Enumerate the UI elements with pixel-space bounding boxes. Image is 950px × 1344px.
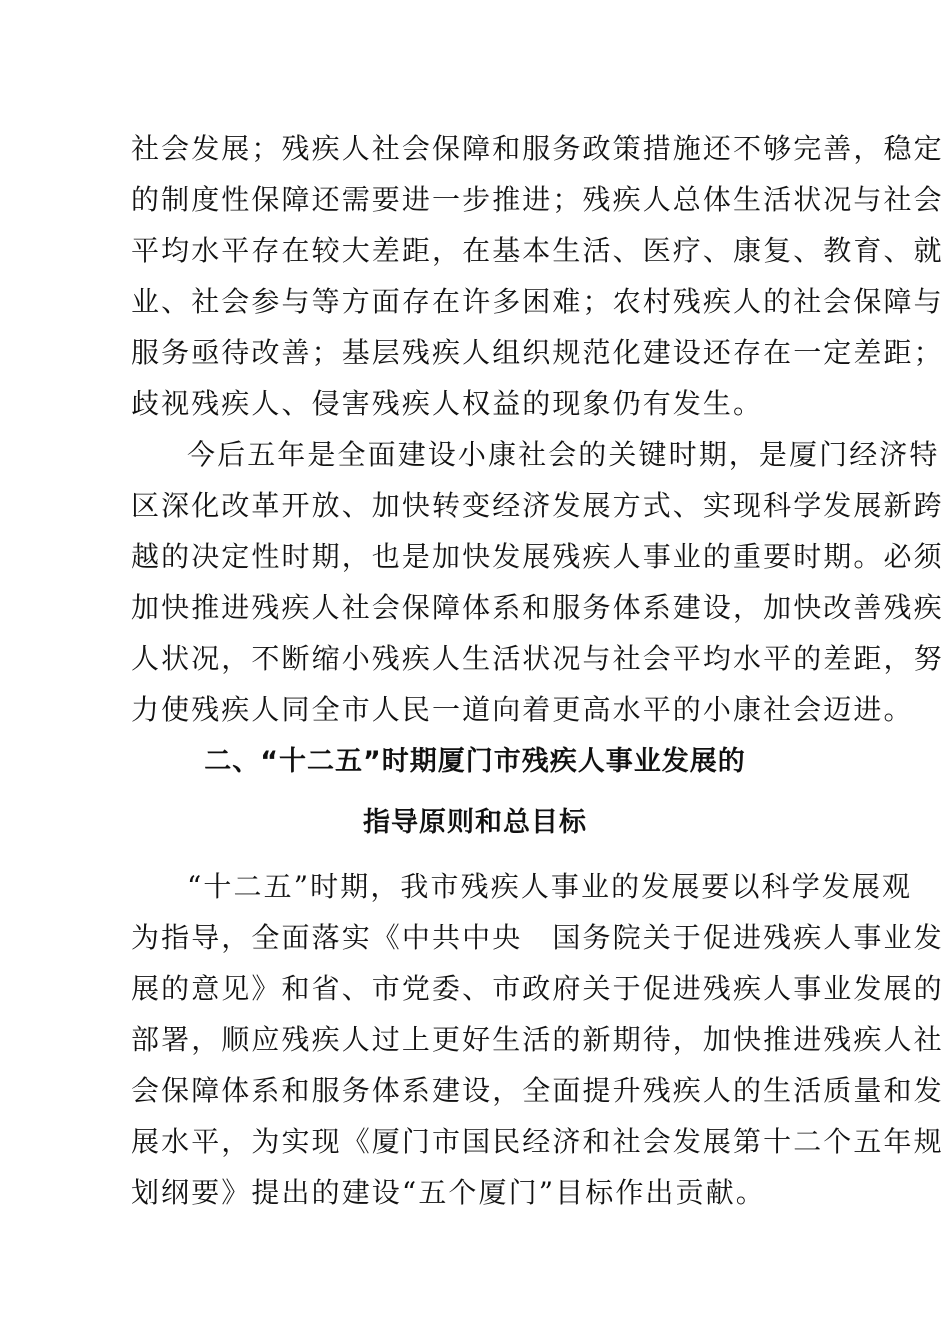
paragraph-2-line-6: 力使残疾人同全市人民一道向着更高水平的小康社会迈进。 — [131, 693, 914, 726]
paragraph-2-line-2: 区深化改革开放、加快转变经济发展方式、实现科学发展新跨 — [131, 489, 944, 522]
paragraph-2-line-3: 越的决定性时期，也是加快发展残疾人事业的重要时期。必须 — [131, 540, 944, 573]
paragraph-2-line-1: 今后五年是全面建设小康社会的关键时期，是厦门经济特 — [187, 438, 940, 471]
paragraph-1-line-4: 业、社会参与等方面存在许多困难；农村残疾人的社会保障与 — [131, 285, 944, 318]
paragraph-1-line-5: 服务亟待改善；基层残疾人组织规范化建设还存在一定差距； — [131, 336, 944, 369]
paragraph-3-line-3: 展的意见》和省、市党委、市政府关于促进残疾人事业发展的 — [131, 972, 944, 1005]
paragraph-3-line-7: 划纲要》提出的建设“五个厦门”目标作出贡献。 — [131, 1176, 766, 1209]
section-heading-line-2: 指导原则和总目标 — [363, 807, 587, 838]
paragraph-2-line-4: 加快推进残疾人社会保障体系和服务体系建设，加快改善残疾 — [131, 591, 944, 624]
paragraph-3-line-2: 为指导，全面落实《中共中央 国务院关于促进残疾人事业发 — [131, 921, 944, 954]
paragraph-3-line-6: 展水平，为实现《厦门市国民经济和社会发展第十二个五年规 — [131, 1125, 944, 1158]
paragraph-1-line-6: 歧视残疾人、侵害残疾人权益的现象仍有发生。 — [131, 387, 764, 420]
paragraph-1-line-2: 的制度性保障还需要进一步推进；残疾人总体生活状况与社会 — [131, 183, 944, 216]
paragraph-3-line-1: “十二五”时期，我市残疾人事业的发展要以科学发展观 — [187, 870, 913, 903]
paragraph-2-line-5: 人状况，不断缩小残疾人生活状况与社会平均水平的差距，努 — [131, 642, 944, 675]
paragraph-1-line-1: 社会发展；残疾人社会保障和服务政策措施还不够完善，稳定 — [131, 132, 944, 165]
section-heading-line-1: 二、“十二五”时期厦门市残疾人事业发展的 — [204, 746, 746, 777]
paragraph-1-line-3: 平均水平存在较大差距，在基本生活、医疗、康复、教育、就 — [131, 234, 944, 267]
paragraph-3-line-5: 会保障体系和服务体系建设，全面提升残疾人的生活质量和发 — [131, 1074, 944, 1107]
paragraph-3-line-4: 部署，顺应残疾人过上更好生活的新期待，加快推进残疾人社 — [131, 1023, 944, 1056]
